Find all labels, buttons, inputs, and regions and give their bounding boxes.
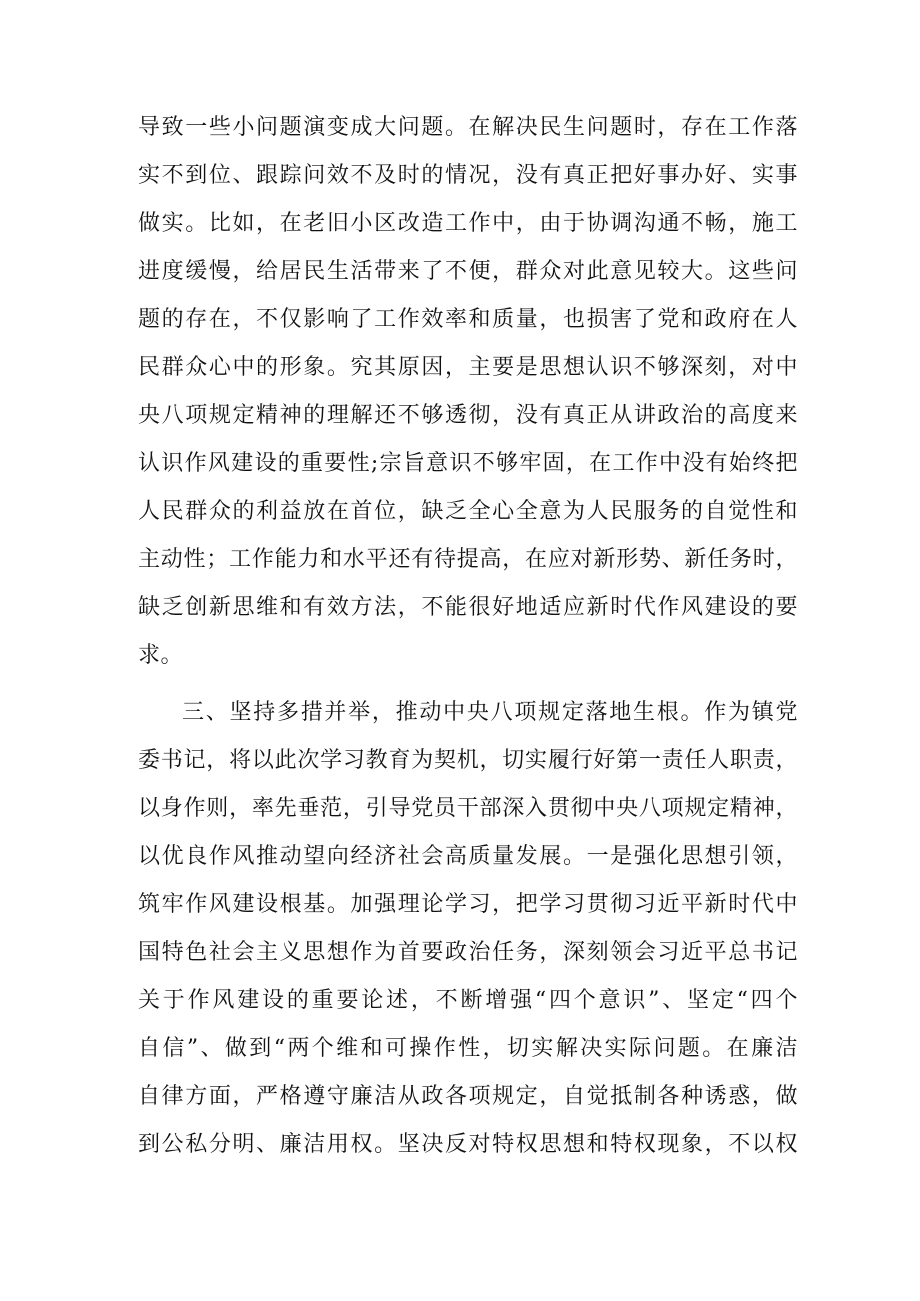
text-line: 筑牢作风建设根基。加强理论学习，把学习贯彻习近平新时代中 [138,892,798,917]
text-line: 做实。比如，在老旧小区改造工作中，由于协调沟通不畅，施工 [138,211,798,236]
text-line: 求。 [138,643,184,668]
paragraph-1 [138,104,798,680]
text-line: 认识作风建设的重要性;宗旨意识不够牢固，在工作中没有始终把 [138,451,798,476]
text-line: 题的存在，不仅影响了工作效率和质量，也损害了党和政府在人 [138,307,798,332]
text-line: 央八项规定精神的理解还不够透彻，没有真正从讲政治的高度来 [138,403,798,428]
text-line: 人民群众的利益放在首位，缺乏全心全意为人民服务的自觉性和 [138,499,798,524]
section-heading-line: 三、坚持多措并举，推动中央八项规定落地生根。作为镇党 [182,700,798,725]
text-line: 关于作风建设的重要论述，不断增强“四个意识”、坚定“四个 [138,988,798,1013]
text-line: 实不到位、跟踪问效不及时的情况，没有真正把好事办好、实事 [138,163,798,188]
text-line: 以身作则，率先垂范，引导党员干部深入贯彻中央八项规定精神， [138,796,798,821]
text-line: 自律方面，严格遵守廉洁从政各项规定，自觉抵制各种诱惑，做 [138,1084,798,1109]
paragraph-2 [138,689,798,1169]
text-line: 主动性；工作能力和水平还有待提高，在应对新形势、新任务时， [138,547,798,572]
text-line: 民群众心中的形象。究其原因，主要是思想认识不够深刻，对中 [138,355,798,380]
text-line: 缺乏创新思维和有效方法，不能很好地适应新时代作风建设的要 [138,595,798,620]
text-line: 委书记，将以此次学习教育为契机，切实履行好第一责任人职责， [138,748,798,773]
text-line: 进度缓慢，给居民生活带来了不便，群众对此意见较大。这些问 [138,259,798,284]
text-line: 国特色社会主义思想作为首要政治任务，深刻领会习近平总书记 [138,940,798,965]
text-line: 导致一些小问题演变成大问题。在解决民生问题时，存在工作落 [138,115,798,140]
text-line: 以优良作风推动望向经济社会高质量发展。一是强化思想引领， [138,844,798,869]
text-line: 到公私分明、廉洁用权。坚决反对特权思想和特权现象，不以权 [138,1132,798,1157]
text-line: 自信”、做到“两个维和可操作性，切实解决实际问题。在廉洁 [138,1036,798,1061]
